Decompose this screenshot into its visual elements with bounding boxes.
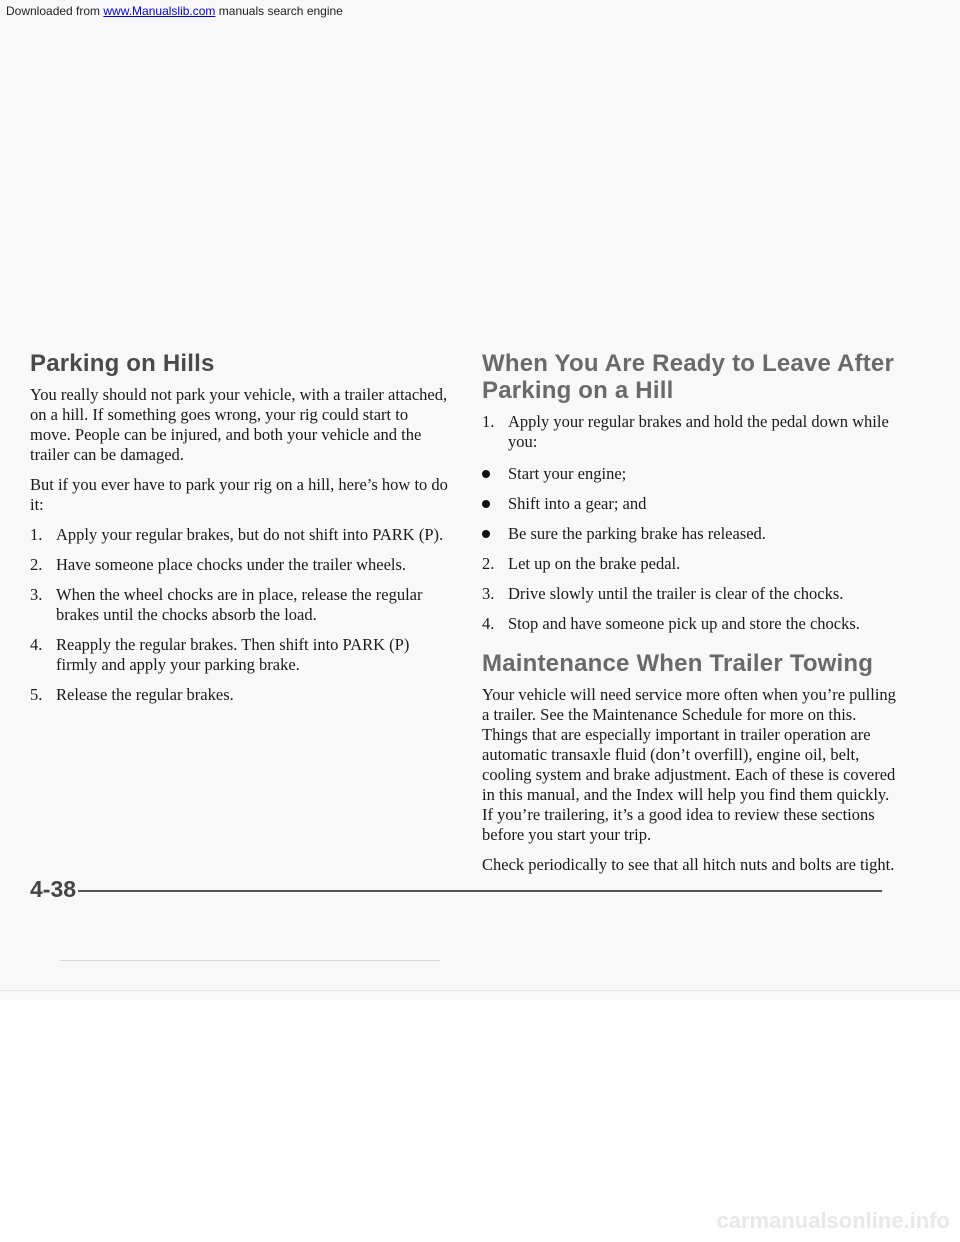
bullet-icon (482, 500, 490, 508)
banner-suffix: manuals search engine (215, 4, 343, 18)
list-item: 5. Release the regular brakes. (30, 685, 234, 704)
page-edge (0, 990, 960, 991)
watermark: carmanualsonline.info (716, 1208, 950, 1233)
list-item: 3. When the wheel chocks are in place, release the regular brakes until the chocks absorb the load. (30, 585, 423, 624)
bullet-icon (482, 470, 490, 478)
footer-rule (78, 890, 882, 892)
heading-ready-to-leave: When You Are Ready to Leave After Parking on a Hill (482, 350, 895, 404)
list-item: 1. Apply your regular brakes and hold the pedal down while you: (482, 412, 889, 451)
page-number: 4-38 (30, 876, 77, 902)
banner-prefix: Downloaded from (6, 4, 104, 18)
bullet-item: Be sure the parking brake has released. (482, 524, 902, 544)
leave-steps-list (482, 412, 902, 452)
list-item: 3. Drive slowly until the trailer is clear of the chocks. (482, 584, 844, 603)
paragraph: Your vehicle will need service more often when you’re pulling a trailer. See the Maintenance Schedule for more on this. Things that are especially important in trailer operation are automatic transaxle fluid (don’t overfill), engine oil, belt, cooling system and brake adjustment. Each of these is covered in this manual, and the Index will help you find them quickly. If you’re trailering, it’s a good idea to review these sections before you start your trip. (482, 685, 896, 844)
leave-steps-list-continued (482, 554, 902, 634)
paragraph: But if you ever have to park your rig on a hill, here’s how to do it: (30, 475, 448, 514)
bullet-item: Shift into a gear; and (482, 494, 902, 514)
list-item: 4. Reapply the regular brakes. Then shift into PARK (P) firmly and apply your parking brake. (30, 635, 410, 674)
bullet-item: Start your engine; (482, 464, 902, 484)
paragraph: You really should not park your vehicle, with a trailer attached, on a hill. If something goes wrong, your rig could start to move. People can be injured, and both your vehicle and the trailer can be damaged. (30, 385, 448, 464)
download-banner (6, 4, 343, 18)
heading-maintenance-towing: Maintenance When Trailer Towing (482, 650, 874, 677)
bullet-icon (482, 530, 490, 538)
paragraph: Check periodically to see that all hitch nuts and bolts are tight. (482, 855, 895, 874)
right-column (482, 350, 902, 885)
list-item: 2. Have someone place chocks under the trailer wheels. (30, 555, 407, 574)
bullet-list (482, 464, 902, 544)
list-item: 2. Let up on the brake pedal. (482, 554, 681, 573)
scan-line (60, 960, 440, 961)
parking-steps-list (30, 525, 450, 705)
heading-parking-on-hills: Parking on Hills (30, 350, 215, 377)
left-column (30, 350, 450, 715)
list-item: 4. Stop and have someone pick up and store the chocks. (482, 614, 860, 633)
list-item: 1. Apply your regular brakes, but do not shift into PARK (P). (30, 525, 444, 544)
manualslib-link[interactable]: www.Manualslib.com (103, 4, 216, 18)
